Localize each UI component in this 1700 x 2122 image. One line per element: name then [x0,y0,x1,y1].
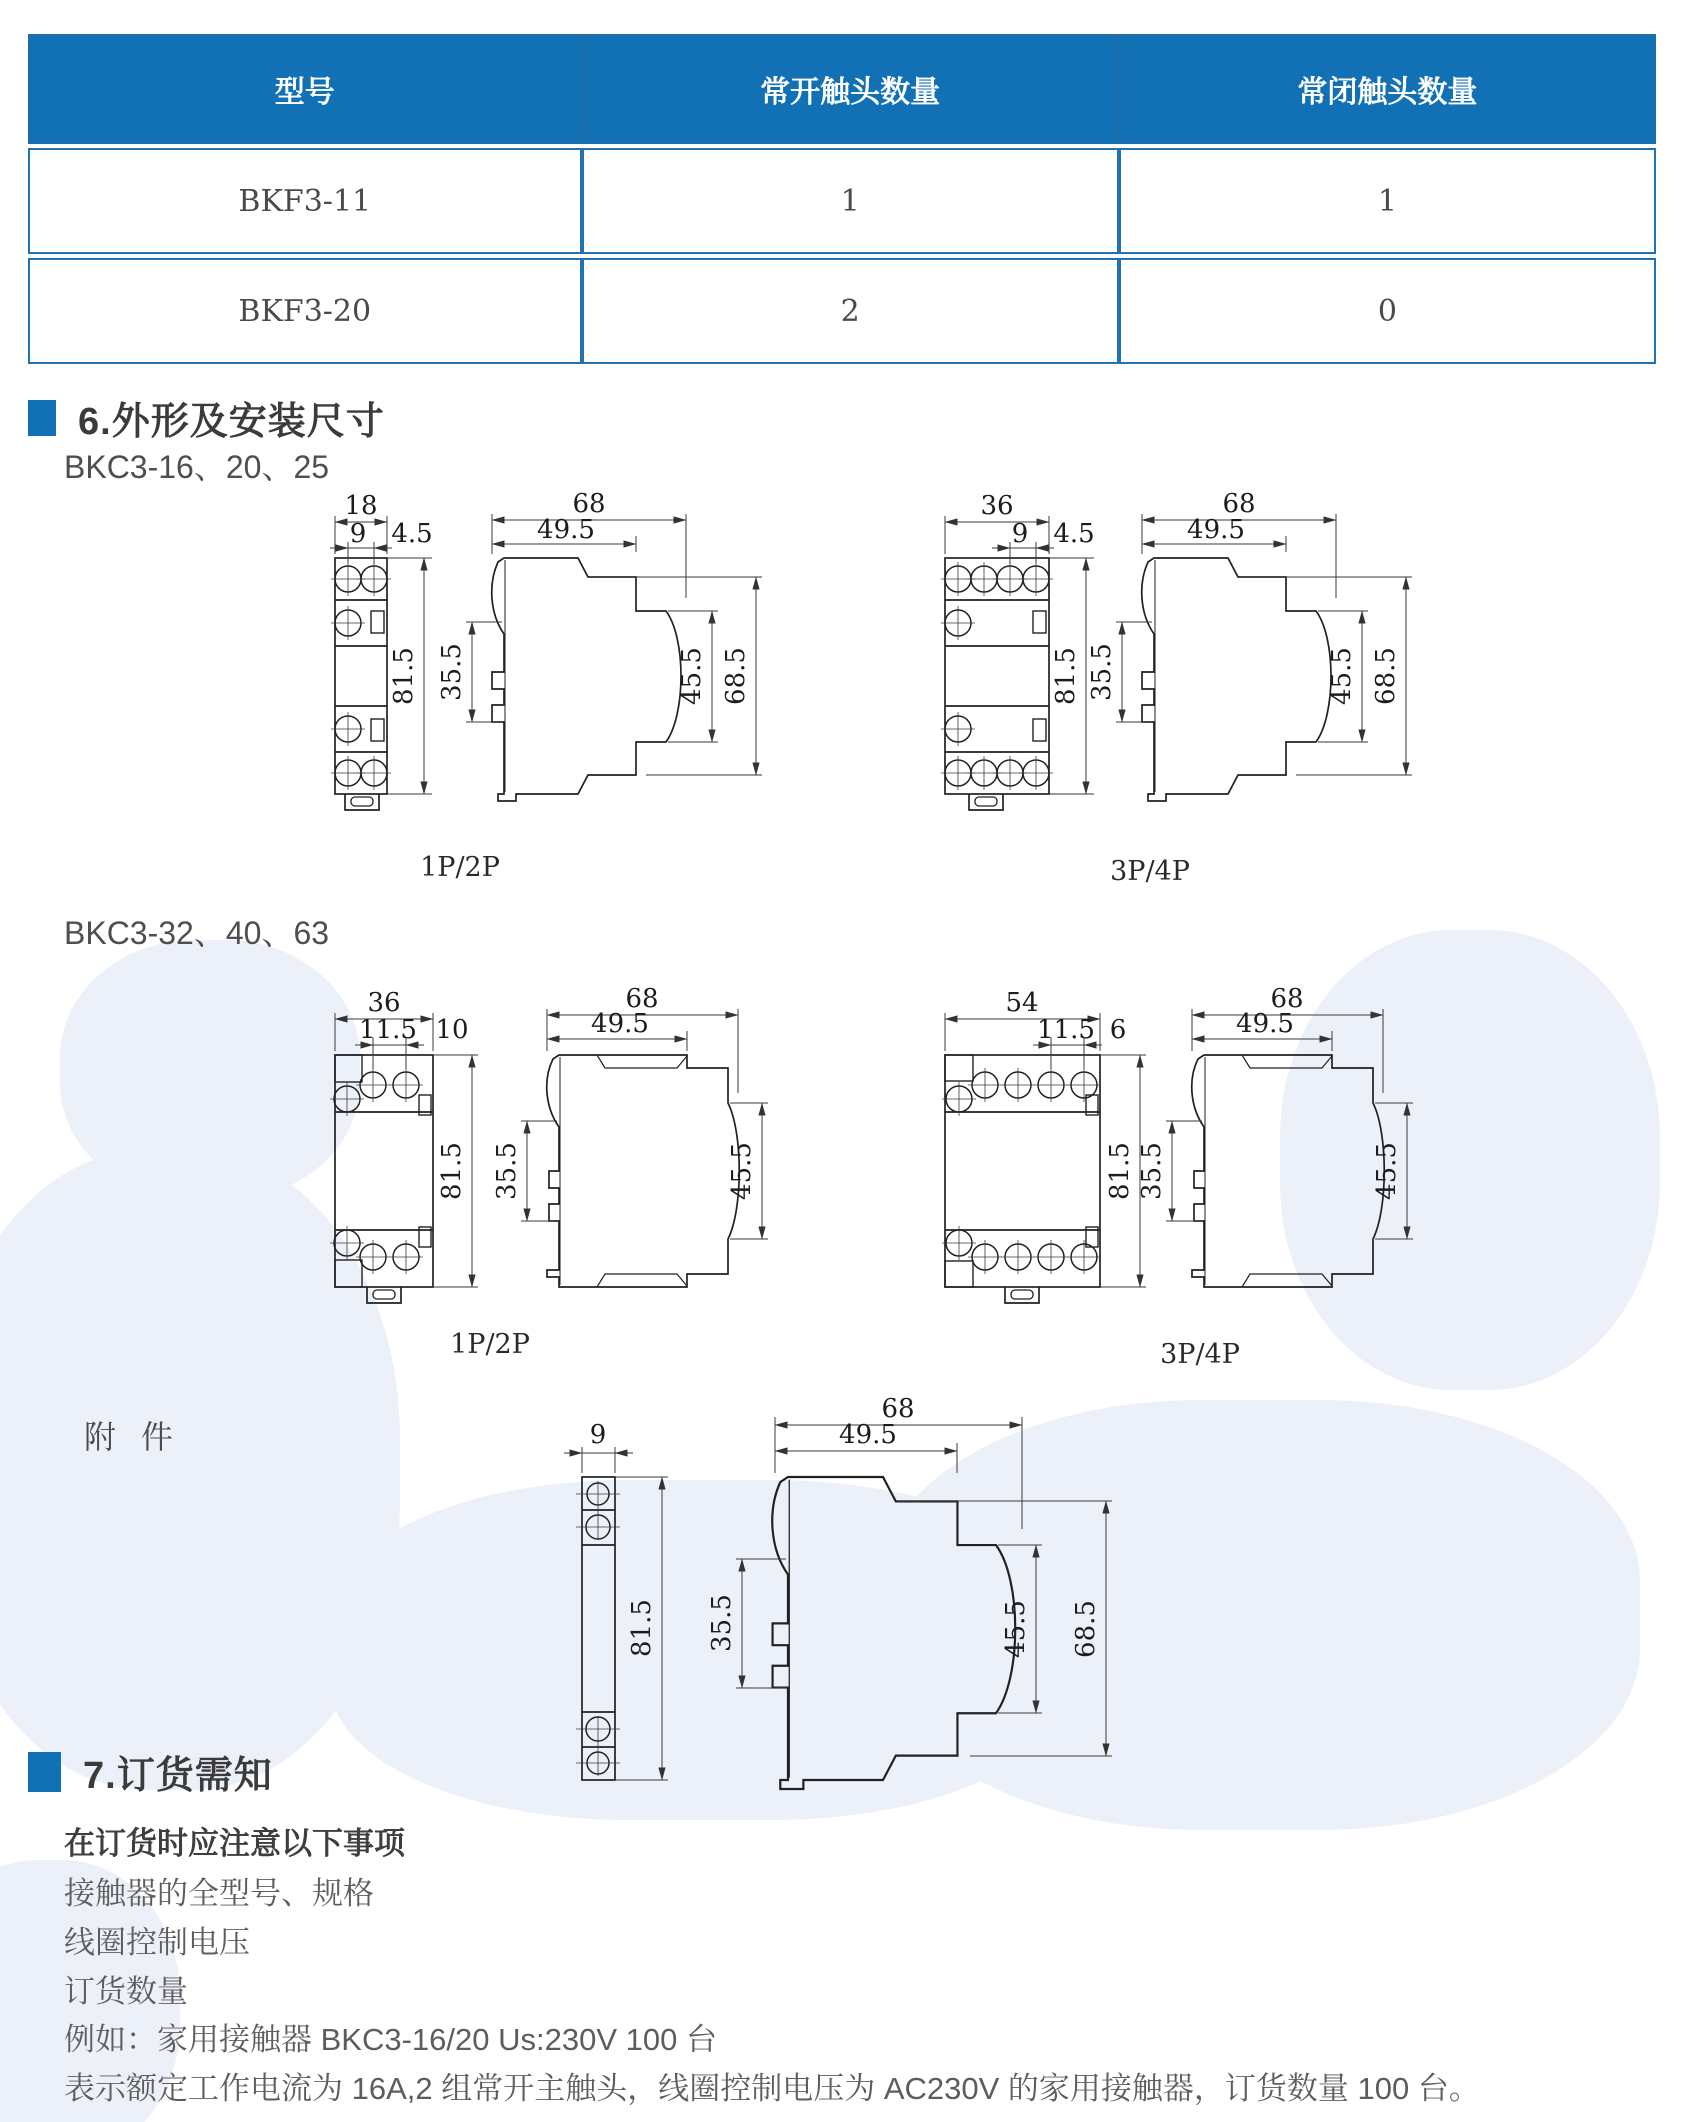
section7-title: 7.订货需知 [83,1755,273,1797]
accessory-strip-view [564,1420,668,1780]
nc-count-cell: 0 [1119,258,1656,364]
dim-35.5: 35.5 [707,1594,737,1652]
dim-68: 68 [572,489,606,519]
dim-9: 9 [1011,519,1029,549]
dim-81.5: 81.5 [627,1599,657,1657]
ordering-note-line: 接触器的全型号、规格 [64,1876,374,1911]
dim-81.5: 81.5 [389,647,419,705]
dim-68.5: 68.5 [1071,1600,1101,1658]
dim-35.5: 35.5 [1087,643,1117,701]
view-label-3p4p: 3P/4P [1110,856,1190,887]
dim-68: 68 [1270,984,1304,1014]
dim-49.5: 49.5 [839,1420,897,1450]
dim-36: 36 [367,988,401,1018]
dim-68.5: 68.5 [721,647,751,705]
dim-68: 68 [625,984,659,1014]
dim-45.5: 45.5 [727,1142,757,1200]
accessory-label: 附 件 [84,1419,181,1455]
dim-4.5: 4.5 [1053,519,1095,549]
side-view-3p4p-small [1087,489,1412,801]
view-label-1p2p: 1P/2P [420,852,500,883]
subtitle-bkc3-16-20-25: BKC3-16、20、25 [64,449,330,485]
no-count-cell: 1 [582,148,1119,254]
side-view-3p4p-large [1137,984,1413,1287]
ordering-note-line: 例如：家用接触器 BKC3-16/20 Us:230V 100 台 [64,2022,717,2057]
dim-81.5: 81.5 [1051,647,1081,705]
dim-81.5: 81.5 [1105,1142,1135,1200]
dim-54: 54 [1005,988,1039,1018]
model-cell: BKF3-20 [28,258,582,364]
col-header-nc-contacts: 常闭触头数量 [1119,34,1656,144]
front-view-1p2p-small [330,491,433,810]
side-view-1p2p-small [437,489,762,801]
nc-count-cell: 1 [1119,148,1656,254]
dim-9: 9 [589,1420,607,1450]
table-header-row [28,34,1656,144]
view-label-1p2p: 1P/2P [450,1329,530,1360]
no-count-cell: 2 [582,258,1119,364]
section-bullet-square [28,1752,61,1792]
ordering-note-heading: 在订货时应注意以下事项 [64,1826,405,1861]
dimension-drawing-group1 [0,480,1700,910]
dim-35.5: 35.5 [492,1142,522,1200]
section7-heading [28,1744,273,1799]
dim-49.5: 49.5 [1236,1009,1294,1039]
col-header-model: 型号 [28,34,582,144]
col-header-no-contacts: 常开触头数量 [582,34,1119,144]
dim-49.5: 49.5 [537,515,595,545]
dim-36: 36 [980,491,1014,521]
dim-35.5: 35.5 [437,643,467,701]
section-bullet-square [28,400,56,436]
front-view-1p2p-large [330,988,478,1303]
section6-title: 6.外形及安装尺寸 [78,401,385,443]
dim-68.5: 68.5 [1371,647,1401,705]
dim-45.5: 45.5 [1001,1600,1031,1658]
contact-spec-table [28,30,1656,368]
dim-45.5: 45.5 [1327,647,1357,705]
table-row [28,258,1656,364]
dim-18: 18 [344,491,378,521]
front-view-3p4p-large [942,988,1146,1303]
model-cell: BKF3-11 [28,148,582,254]
dim-9: 9 [349,519,367,549]
front-view-3p4p-small [941,491,1095,810]
dim-45.5: 45.5 [1372,1142,1402,1200]
section6-heading [28,390,385,445]
view-label-3p4p: 3P/4P [1160,1339,1240,1370]
dim-11.5: 11.5 [1037,1015,1095,1045]
dim-68: 68 [1222,489,1256,519]
dim-4.5: 4.5 [391,519,433,549]
subtitle-bkc3-32-40-63: BKC3-32、40、63 [64,915,330,951]
ordering-note-line: 订货数量 [64,1974,188,2009]
dim-6: 6 [1109,1015,1127,1045]
table-row [28,148,1656,254]
dim-49.5: 49.5 [591,1009,649,1039]
dim-10: 10 [435,1015,469,1045]
dim-68: 68 [881,1395,915,1424]
side-view-1p2p-large [492,984,768,1287]
dim-11.5: 11.5 [359,1015,417,1045]
ordering-note-line: 表示额定工作电流为 16A,2 组常开主触头，线圈控制电压为 AC230V 的家用接触器，订货数量 100 台。 [64,2071,1480,2106]
accessory-side-view [707,1395,1112,1789]
dim-35.5: 35.5 [1137,1142,1167,1200]
dimension-drawing-group2 [0,965,1700,1400]
dim-81.5: 81.5 [437,1142,467,1200]
ordering-note-line: 线圈控制电压 [64,1925,250,1960]
dim-49.5: 49.5 [1187,515,1245,545]
dim-45.5: 45.5 [677,647,707,705]
